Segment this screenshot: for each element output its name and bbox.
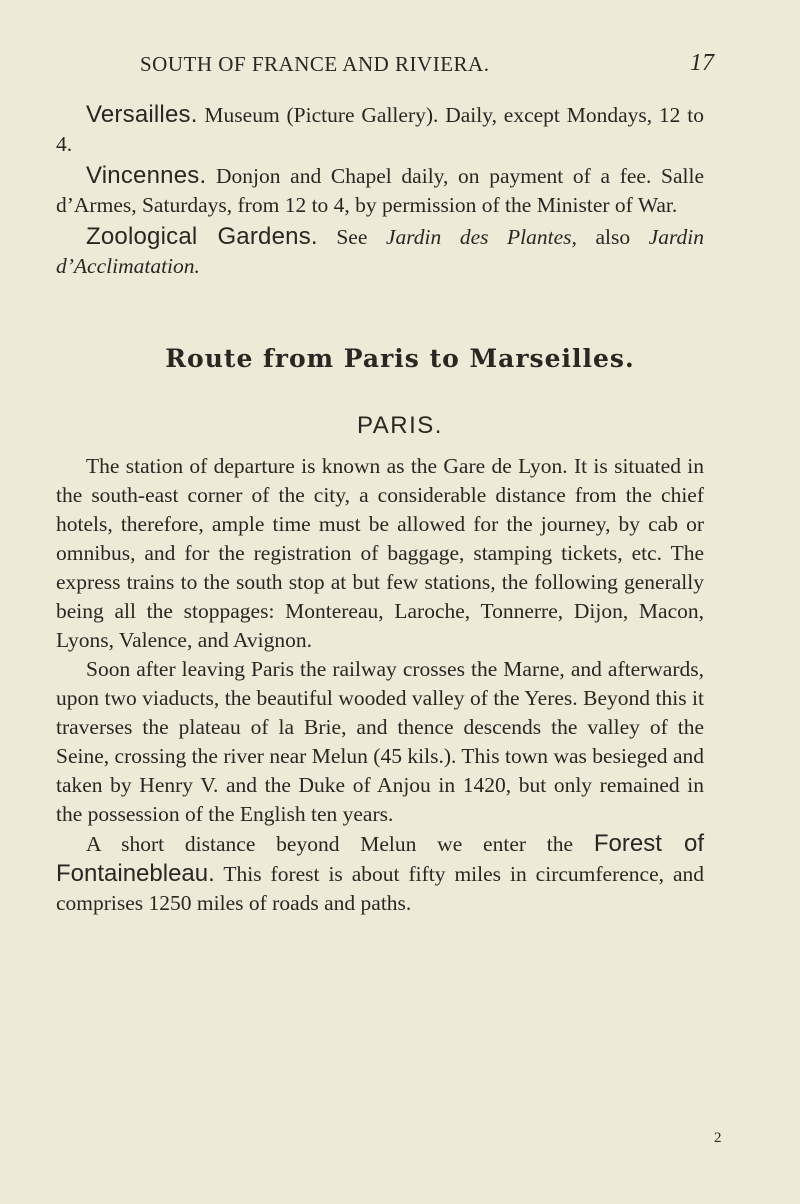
entry-text: Donjon and Chapel daily, on payment of a fee. Salle d’Armes, Saturdays, from 12 to 4, by permission of the Minister of War. bbox=[56, 164, 704, 217]
entry-vincennes bbox=[56, 161, 704, 220]
route-description bbox=[56, 452, 704, 918]
paragraph: Soon after leaving Paris the railway crosses the Marne, and afterwards, upon two viaducts, the beautiful wooded valley of the Yeres. Beyond this it traverses the plateau of la Brie, and thence descends the valley of the Seine, crossing the river near Melun (45 kils.). This town was besieged and taken by Henry V. and the Duke of Anjou in 1420, but only remained in the possession of the English ten years. bbox=[56, 657, 704, 826]
entry-heading: Zoological Gardens. bbox=[86, 223, 318, 250]
running-head: SOUTH OF FRANCE AND RIVIERA. bbox=[140, 52, 490, 76]
signature-mark: 2 bbox=[714, 1130, 722, 1146]
entry-italic-text: Jardin des Plantes, bbox=[385, 225, 577, 249]
entry-text: Museum (Picture Gallery). Daily, except Mondays, 12 to 4. bbox=[56, 103, 704, 156]
place-heading: Forest of Fontainebleau. bbox=[56, 830, 704, 887]
route-title: Route from Paris to Marseilles. bbox=[165, 344, 635, 373]
paragraph: The station of departure is known as the Gare de Lyon. It is situated in the south-east corner of the city, a considerable distance from the chief hotels, therefore, ample time must be allowed for the journey, by cab or omnibus, and for the registration of baggage, stamping tickets, etc. The express trains to the south stop at but few stations, the following generally being all the stoppages: Montereau, Laroche, Tonnerre, Dijon, Macon, Lyons, Valence, and Avignon. bbox=[56, 454, 704, 652]
entry-heading: Vincennes. bbox=[86, 162, 207, 189]
attractions-list bbox=[56, 100, 704, 283]
paragraph-text: A short distance beyond Melun we enter the bbox=[86, 832, 594, 856]
city-heading: PARIS. bbox=[357, 412, 443, 439]
entry-versailles bbox=[56, 100, 704, 159]
entry-zoological-gardens bbox=[56, 222, 704, 281]
entry-text: See bbox=[317, 225, 386, 249]
entry-heading: Versailles. bbox=[86, 101, 198, 128]
page-number: 17 bbox=[690, 50, 714, 76]
paragraph-text: This forest is about fifty miles in circumference, and comprises 1250 miles of roads and paths. bbox=[56, 862, 704, 915]
paragraph-fontainebleau bbox=[56, 829, 704, 918]
entry-italic-text: Jardin d’Acclimatation. bbox=[56, 225, 704, 278]
entry-text: also bbox=[576, 225, 649, 249]
